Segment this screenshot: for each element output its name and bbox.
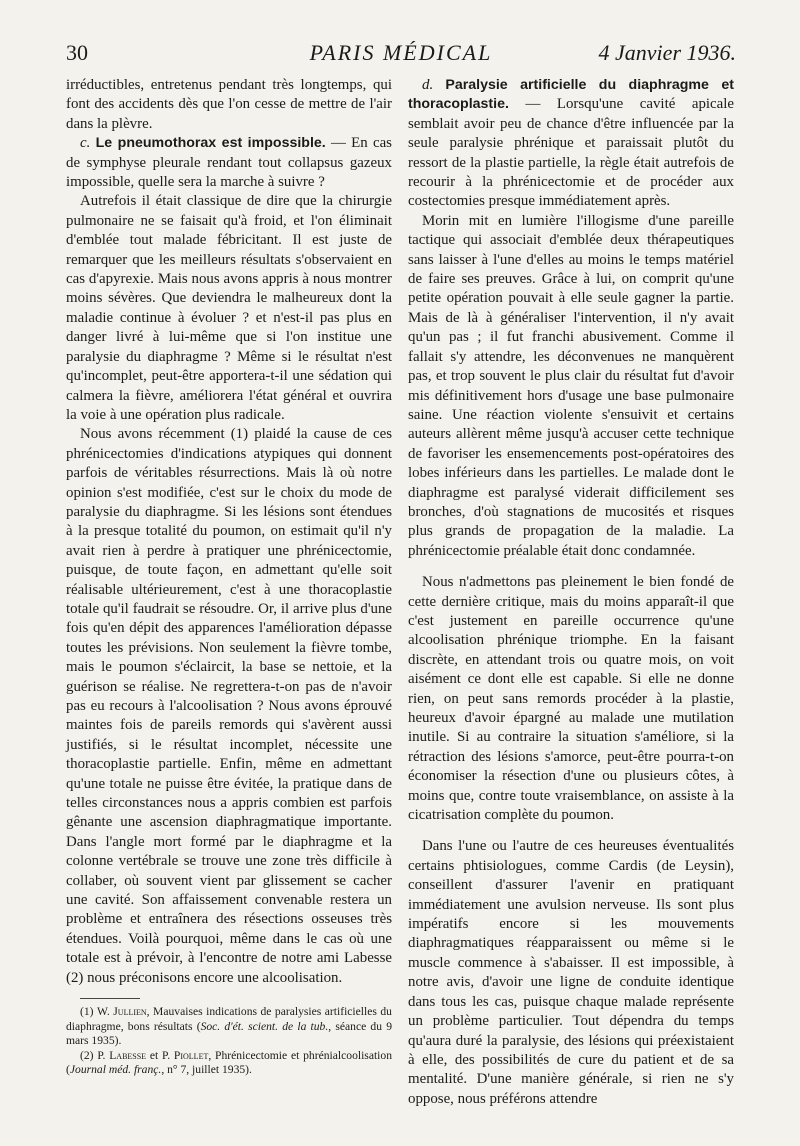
- footnote-divider: [80, 998, 140, 999]
- section-c-heading: Le pneumothorax est impossible.: [95, 135, 326, 152]
- journal-title: PARIS MÉDICAL: [309, 40, 493, 65]
- issue-date: 4 Janvier 1936.: [598, 40, 736, 65]
- footnote-1-source: Soc. d'ét. scient. de la tub.: [200, 1019, 329, 1033]
- footnote-2-text: , Phrénicectomie et phrénialcoolisation (: [66, 1048, 392, 1077]
- page-number: 30: [66, 40, 88, 65]
- footnote-2: [66, 1049, 392, 1078]
- section-c-paragraph: [66, 134, 392, 192]
- paragraph-dans-l-une: Dans l'une ou l'autre de ces heureuses éventualités certains phtisiologues, comme Cardis (de Leysin), conseillent d'assurer l'avenir en pratiquant immédiatement une avulsion nerveuse. Ils sont plus impératifs encore si les mouvements diaphragmatiques réapparaissent ou même si le muscle commence à s'abaisser. Il est impossible, à notre avis, d'avoir une ligne de conduite identique dans tous les cas, puisque chaque malade représente un problème particulier. Tout dépendra du temps qu'aura duré la paralysie, des lésions qui préexistaient à elle, des possibilités de cure du patient et de sa mentalité. D'une manière générale, si rien ne s'y oppose, nous préférons attendre: [408, 838, 734, 1107]
- section-d-heading: Paralysie artificielle du diaphragme et thoracoplastie.: [408, 77, 734, 113]
- section-d-letter: d.: [422, 77, 434, 93]
- left-column: [66, 76, 392, 1078]
- page-header: [66, 40, 736, 70]
- right-column: [408, 76, 734, 1109]
- paragraph-morin: Morin mit en lumière l'illogisme d'une pareille tactique qui associait d'emblée deux thérapeutiques sans laisser à l'une d'elles au moins le temps matériel de faire ses preuves. Grâce à lui, on comprit qu'une petite opération pouvait à elle seule gagner la partie. Mais de là à généraliser l'intervention, il n'y avait qu'un pas ; il fut franchi abusivement. Comme il fallait s'y attendre, les déconvenues ne manquèrent pas, et trop souvent le plus clair du résultat fut d'avoir mis définitivement hors d'usage une base pulmonaire saine. Une réaction violente s'ensuivit et certains auteurs allèrent même jusqu'à accuser cette technique de favoriser les ensemencements post-opératoires des lobes inférieurs dans les partielles. Le malade dont le diaphragme est paralysé viderait difficilement ses bronches, d'où stagnations de mucosités et risques plus grands de propagation de la maladie. La phrénicectomie préalable était donc condamnée.: [408, 212, 734, 559]
- footnote-2-source: Journal méd. franç.: [69, 1063, 162, 1077]
- footnote-2-mid: et: [146, 1048, 163, 1062]
- footnote-1-text: , Mauvaises indications de paralysies artificielles du diaphragme, bons résultats (: [66, 1005, 392, 1033]
- section-c-letter: c.: [80, 135, 91, 152]
- section-c-text: — En cas de symphyse pleurale rendant tout collapsus gazeux impossible, quelle sera la marche à suivre ?: [66, 135, 392, 191]
- footnote-2-end: , n° 7, juillet 1935).: [161, 1063, 252, 1077]
- paragraph-autrefois: Autrefois il était classique de dire que la chirurgie pulmonaire ne se faisait qu'à froid, et l'on éliminait d'emblée tout malade fébricitant. Il est juste de remarquer que les meilleurs résultats s'observaient en cas d'apyrexie. Mais nous avons appris à nous montrer moins sévères. Que deviendra le malheureux dont la maladie continue à évoluer ? et n'est-il pas plus en danger livré à lui-même que si l'on institue une paralysie du diaphragme ? Même si le résultat n'est qu'incomplet, peut-être apportera-t-il une sédation qui calmera la fièvre, améliorera l'état général et ouvrira la voie à une opération plus radicale.: [66, 193, 392, 423]
- footnote-2-author2: P. Piollet: [162, 1048, 209, 1062]
- footnote-2-number: (2): [80, 1048, 94, 1062]
- section-d-text: — Lorsqu'une cavité apicale semblait avoir peu de chance d'être influencée par la seule paralysie phrénique et paraissait plutôt du ressort de la plastie partielle, la règle était autrefois de recourir à la phrénicectomie et de procéder aux costectomies presque immédiatement après.: [408, 96, 734, 210]
- footnote-1-end: , séance du 9 mars 1935).: [66, 1019, 392, 1048]
- footnote-1-author: W. Jullien: [97, 1005, 147, 1019]
- footnote-2-author: P. Labesse: [97, 1048, 147, 1062]
- paragraph-continuation: irréductibles, entretenus pendant très longtemps, qui font des accidents dès que l'on cesse de mettre de l'air dans la plèvre.: [66, 77, 392, 132]
- paragraph-nous-admettons: Nous n'admettons pas pleinement le bien fondé de cette dernière critique, mais du moins apparaît-il que c'est justement en pareille occurrence qu'une alcoolisation phrénique triomphe. En la faisant discrète, en attendant trois ou quatre mois, on voit aisément ce dont elle est capable. Si elle ne donne rien, on peut sans remords procéder à la plastie, heureux d'avoir épargné au malade une mutilation inutile. Si au contraire la situation s'améliore, si la rétraction des lésions s'amorce, peut-être pourra-t-on économiser la résection d'une ou plusieurs côtes, à moins que, contre toute vraisemblance, on assiste à la cicatrisation complète du poumon.: [408, 574, 734, 824]
- footnote-1: [66, 1005, 392, 1049]
- section-d-paragraph: [408, 76, 734, 212]
- paragraph-nous-avons: Nous avons récemment (1) plaidé la cause de ces phrénicectomies d'indications atypiques qui donnent parfois de véritables résurrections. Mais là où notre opinion s'est modifiée, c'est sur le choix du mode de paralysie du diaphragme. Si les lésions sont étendues à la presque totalité du poumon, on estimait qu'il n'y avait rien à perdre à pratiquer une phrénicectomie, puisque, de toute façon, en admettant qu'elle soit réalisable ultérieurement, c'est à une thoracoplastie totale qu'il faudrait se résoudre. Or, il arrive plus d'une fois qu'en dépit des apparences l'amélioration dépasse toutes les prévisions. Non seulement la fièvre tombe, mais le poumon s'éclaircit, la base se nettoie, et la guérison se réalise. Ne regrettera-t-on pas de n'avoir pas eu recours à l'alcoolisation ? Nous avons éprouvé maintes fois de pareils remords qui s'avèrent aussi justifiés, si le résultat incomplet, nécessite une thoracoplastie partielle. Enfin, même en admettant qu'une totale ne puisse être évitée, la pratique dans de telles circonstances nous a appris combien est parfois gênante une ascension diaphragmatique importante. Dans l'angle mort formé par le diaphragme et la colonne vertébrale se trouve une zone très difficile à collaber, où souvent vient par glissement se cacher une cavité. Son affaissement convenable restera un problème et entraînera des résections osseuses très étendues. Voilà pourquoi, même dans le cas où une totale est à prévoir, à l'encontre de notre ami Labesse (2) nous préconisons encore une alcoolisation.: [66, 426, 392, 986]
- footnote-1-number: (1): [80, 1005, 94, 1019]
